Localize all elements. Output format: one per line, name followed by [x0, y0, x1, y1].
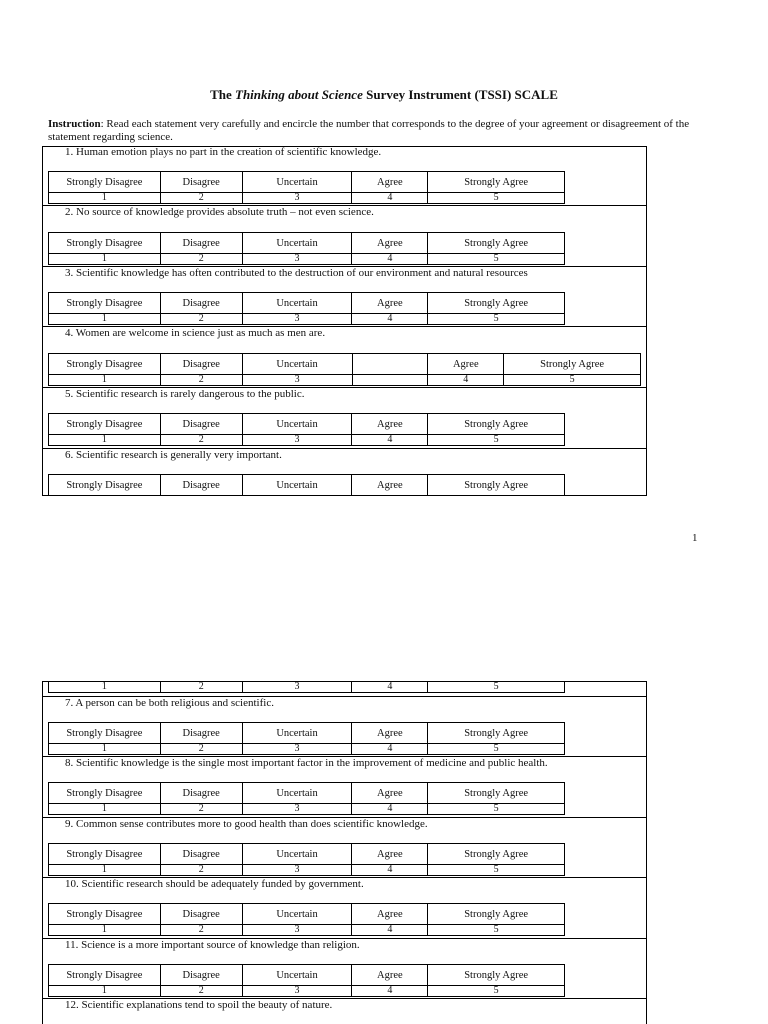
- statement-7: 7. A person can be both religious and scientific.: [65, 697, 274, 709]
- scale-label-cell: Strongly Disagree: [49, 172, 161, 193]
- scale-option-3[interactable]: 3: [242, 375, 352, 386]
- instruction-label: Instruction: [48, 118, 101, 130]
- scale-option-4[interactable]: 4: [352, 314, 428, 325]
- scale-option-5[interactable]: 5: [428, 314, 565, 325]
- scale-option-3[interactable]: 3: [242, 193, 352, 204]
- scale-label-cell: Disagree: [160, 293, 242, 314]
- rating-scale-6: [48, 681, 565, 693]
- scale-option-5[interactable]: 5: [428, 925, 565, 936]
- scale-option-4[interactable]: 4: [352, 865, 428, 876]
- scale-option-1[interactable]: 1: [49, 804, 161, 815]
- scale-option-5[interactable]: 5: [428, 804, 565, 815]
- scale-label-cell: Strongly Agree: [428, 904, 565, 925]
- scale-label-cell: Agree: [428, 354, 504, 375]
- scale-option-3[interactable]: 3: [242, 682, 352, 693]
- rating-scale-10: [48, 903, 565, 936]
- scale-option-1[interactable]: 1: [49, 375, 161, 386]
- scale-option-2[interactable]: 2: [160, 744, 242, 755]
- scale-label-cell: Strongly Disagree: [49, 904, 161, 925]
- scale-option-4[interactable]: 4: [352, 744, 428, 755]
- scale-label-cell: Strongly Agree: [428, 233, 565, 254]
- scale-label-cell: Strongly Agree: [428, 414, 565, 435]
- scale-label-cell: Disagree: [160, 783, 242, 804]
- scale-label-cell: Disagree: [160, 723, 242, 744]
- scale-option-2[interactable]: 2: [160, 435, 242, 446]
- scale-label-cell: Strongly Disagree: [49, 293, 161, 314]
- scale-label-cell: Strongly Agree: [428, 965, 565, 986]
- statement-11: 11. Science is a more important source of knowledge than religion.: [65, 939, 360, 951]
- scale-option-2[interactable]: 2: [160, 193, 242, 204]
- scale-option-1[interactable]: 1: [49, 254, 161, 265]
- scale-label-cell: Uncertain: [242, 783, 352, 804]
- scale-label-cell: Strongly Disagree: [49, 475, 161, 496]
- scale-label-cell: Disagree: [160, 904, 242, 925]
- scale-option-1[interactable]: 1: [49, 986, 161, 997]
- scale-option-5[interactable]: 5: [428, 435, 565, 446]
- scale-label-cell: Uncertain: [242, 844, 352, 865]
- scale-label-cell: Uncertain: [242, 414, 352, 435]
- scale-option-1[interactable]: 1: [49, 865, 161, 876]
- scale-option-5[interactable]: 5: [428, 986, 565, 997]
- scale-option-1[interactable]: 1: [49, 682, 161, 693]
- statement-5: 5. Scientific research is rarely dangerous to the public.: [65, 388, 305, 400]
- scale-label-cell: Uncertain: [242, 965, 352, 986]
- scale-label-cell: Agree: [352, 475, 428, 496]
- scale-option-2[interactable]: 2: [160, 865, 242, 876]
- statement-2: 2. No source of knowledge provides absolute truth – not even science.: [65, 206, 374, 218]
- scale-label-cell: Strongly Agree: [428, 475, 565, 496]
- scale-label-cell: Uncertain: [242, 172, 352, 193]
- scale-label-cell: Uncertain: [242, 354, 352, 375]
- scale-label-cell: Disagree: [160, 233, 242, 254]
- statement-1: 1. Human emotion plays no part in the creation of scientific knowledge.: [65, 146, 382, 158]
- scale-label-cell: Strongly Agree: [428, 723, 565, 744]
- scale-option-1[interactable]: 1: [49, 435, 161, 446]
- scale-label-cell: Strongly Disagree: [49, 723, 161, 744]
- scale-option-2[interactable]: 2: [160, 925, 242, 936]
- rating-scale-6: [48, 474, 565, 496]
- scale-option-4[interactable]: 4: [352, 925, 428, 936]
- scale-label-cell: Strongly Disagree: [49, 844, 161, 865]
- scale-label-cell: Agree: [352, 233, 428, 254]
- scale-label-cell: Strongly Disagree: [49, 233, 161, 254]
- scale-option-4[interactable]: 4: [352, 193, 428, 204]
- rating-scale-4: [48, 353, 641, 386]
- scale-option-4[interactable]: 4: [352, 254, 428, 265]
- scale-option-3[interactable]: 3: [242, 314, 352, 325]
- scale-label-cell: Uncertain: [242, 293, 352, 314]
- scale-label-cell: Disagree: [160, 844, 242, 865]
- scale-label-cell: Disagree: [160, 965, 242, 986]
- scale-label-cell: Strongly Agree: [428, 172, 565, 193]
- scale-option-2[interactable]: 2: [160, 804, 242, 815]
- scale-option-3[interactable]: 3: [242, 925, 352, 936]
- scale-option-3[interactable]: 3: [242, 744, 352, 755]
- statement-12: 12. Scientific explanations tend to spoil the beauty of nature.: [65, 999, 333, 1011]
- scale-label-cell: Agree: [352, 172, 428, 193]
- scale-option-2[interactable]: 2: [160, 682, 242, 693]
- scale-label-cell: Agree: [352, 844, 428, 865]
- scale-option-4[interactable]: 4: [428, 375, 504, 386]
- scale-label-cell: Agree: [352, 783, 428, 804]
- scale-label-cell: Disagree: [160, 414, 242, 435]
- scale-option-3[interactable]: 3: [242, 865, 352, 876]
- scale-option-2[interactable]: 2: [160, 314, 242, 325]
- page-title: The Thinking about Science Survey Instrument (TSSI) SCALE: [210, 87, 558, 102]
- scale-label-cell: Agree: [352, 723, 428, 744]
- scale-label-cell: Disagree: [160, 354, 242, 375]
- rating-scale-3: [48, 292, 565, 325]
- scale-label-cell: Strongly Disagree: [49, 354, 161, 375]
- scale-option-3[interactable]: 3: [242, 804, 352, 815]
- rating-scale-9: [48, 843, 565, 876]
- scale-option-blank: [352, 375, 428, 386]
- rating-scale-5: [48, 413, 565, 446]
- scale-label-cell: Agree: [352, 293, 428, 314]
- scale-option-2[interactable]: 2: [160, 986, 242, 997]
- statement-4: 4. Women are welcome in science just as much as men are.: [65, 327, 326, 339]
- scale-label-cell: Disagree: [160, 475, 242, 496]
- scale-option-5[interactable]: 5: [428, 682, 565, 693]
- scale-option-5[interactable]: 5: [428, 193, 565, 204]
- page-number: 1: [692, 532, 698, 544]
- scale-label-cell: Strongly Agree: [428, 844, 565, 865]
- scale-option-1[interactable]: 1: [49, 925, 161, 936]
- scale-option-5[interactable]: 5: [428, 254, 565, 265]
- scale-option-5[interactable]: 5: [428, 744, 565, 755]
- statement-9: 9. Common sense contributes more to good health than does scientific knowledge.: [65, 818, 428, 830]
- rating-scale-8: [48, 782, 565, 815]
- scale-option-4[interactable]: 4: [352, 435, 428, 446]
- scale-option-3[interactable]: 3: [242, 254, 352, 265]
- scale-label-cell: Agree: [352, 904, 428, 925]
- scale-label-cell: Agree: [352, 414, 428, 435]
- statement-3: 3. Scientific knowledge has often contributed to the destruction of our environment and natural resources: [65, 267, 528, 279]
- scale-option-1[interactable]: 1: [49, 193, 161, 204]
- scale-option-5[interactable]: 5: [504, 375, 641, 386]
- scale-label-cell: Uncertain: [242, 233, 352, 254]
- rating-scale-1: [48, 171, 565, 204]
- scale-label-cell: Uncertain: [242, 475, 352, 496]
- scale-label-cell: Strongly Agree: [504, 354, 641, 375]
- scale-label-cell: Strongly Disagree: [49, 783, 161, 804]
- scale-label-cell: Disagree: [160, 172, 242, 193]
- statement-6: 6. Scientific research is generally very important.: [65, 449, 282, 461]
- scale-option-3[interactable]: 3: [242, 435, 352, 446]
- scale-option-4[interactable]: 4: [352, 804, 428, 815]
- scale-label-cell: Strongly Disagree: [49, 965, 161, 986]
- scale-label-cell: Strongly Agree: [428, 783, 565, 804]
- statement-8: 8. Scientific knowledge is the single most important factor in the improvement of medicine and public health.: [65, 757, 548, 769]
- scale-option-5[interactable]: 5: [428, 865, 565, 876]
- rating-scale-11: [48, 964, 565, 997]
- statement-10: 10. Scientific research should be adequately funded by government.: [65, 878, 364, 890]
- scale-label-cell: Uncertain: [242, 723, 352, 744]
- scale-option-1[interactable]: 1: [49, 744, 161, 755]
- scale-option-2[interactable]: 2: [160, 375, 242, 386]
- scale-label-cell: Strongly Disagree: [49, 414, 161, 435]
- scale-option-4[interactable]: 4: [352, 682, 428, 693]
- rating-scale-7: [48, 722, 565, 755]
- rating-scale-2: [48, 232, 565, 265]
- scale-option-3[interactable]: 3: [242, 986, 352, 997]
- scale-label-cell: Uncertain: [242, 904, 352, 925]
- scale-label-cell: Agree: [352, 965, 428, 986]
- instruction-text: Instruction: Read each statement very carefully and encircle the number that corresponds to the degree of your agreement or disagreement of the statement regarding science.: [48, 118, 690, 143]
- scale-label-cell: [352, 354, 428, 375]
- scale-option-4[interactable]: 4: [352, 986, 428, 997]
- scale-label-cell: Strongly Agree: [428, 293, 565, 314]
- scale-option-1[interactable]: 1: [49, 314, 161, 325]
- scale-option-2[interactable]: 2: [160, 254, 242, 265]
